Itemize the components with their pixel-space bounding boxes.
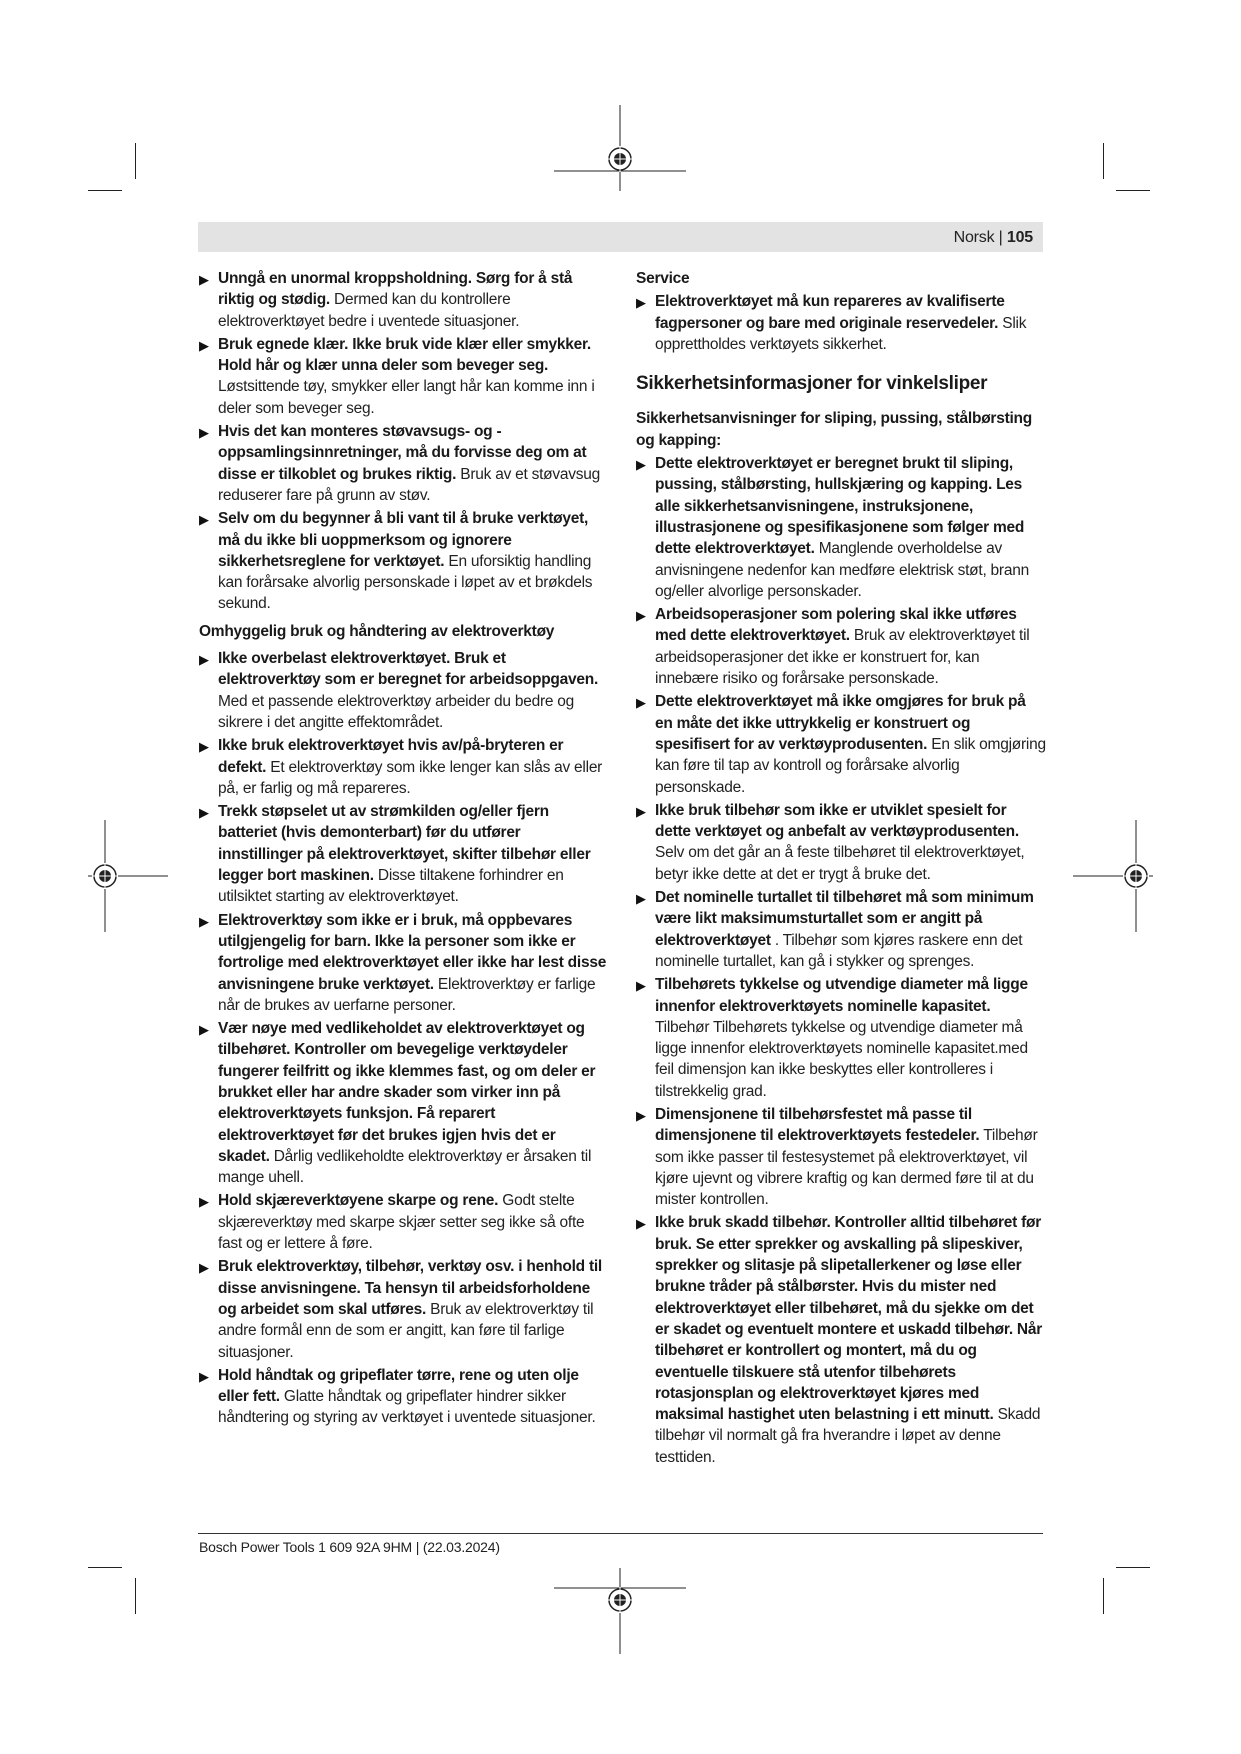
right-column <box>636 268 1046 1470</box>
item-body-text: Slik opprettholdes verktøyets sikkerhet. <box>655 314 1027 353</box>
bullet-triangle-icon: ▶ <box>199 337 209 353</box>
header-separator: | <box>998 229 1003 246</box>
list-item <box>199 508 609 614</box>
bullet-triangle-icon: ▶ <box>636 457 646 473</box>
list-item <box>199 1190 609 1254</box>
list-item <box>199 1256 609 1362</box>
item-body-text: En uforsiktig handling kan forårsake alvorlig personskade i løpet av et brøkdels sekund. <box>218 552 593 613</box>
item-body-text: Godt stelte skjæreverktøy med skarpe skjær setter seg ikke så ofte fast og er lettere å føre. <box>218 1192 585 1253</box>
item-body-text: Glatte håndtak og gripeflater hindrer sikker håndtering og styring av verktøyet i uventede situasjoner. <box>218 1388 596 1427</box>
list-item <box>199 801 609 907</box>
item-bold-text: Elektroverktøy som ikke er i bruk, må oppbevares utilgjengelig for barn. Ikke la personer som ikke er fortrolige med elektroverktøyet eller ikke har lest disse anvisningene bruke verktøyet. <box>218 911 607 993</box>
bullet-triangle-icon: ▶ <box>199 1260 209 1276</box>
list-item <box>199 421 609 506</box>
list-item <box>636 974 1046 1102</box>
item-bold-text: Bruk egnede klær. Ikke bruk vide klær eller smykker. Hold hår og klær unna deler som beveger seg. <box>218 335 591 375</box>
registration-mark-icon <box>554 1568 686 1654</box>
list-item <box>199 735 609 799</box>
item-body-text: Tilbehør Tilbehørets tykkelse og utvendige diameter må ligge innenfor elektroverktøyets nominelle kapasitet.med feil dimensjon kan ikke beskyttes eller kontrolleres i tilstrekkelig grad. <box>655 1018 1028 1100</box>
left-column <box>199 268 609 1431</box>
bullet-triangle-icon: ▶ <box>199 425 209 441</box>
list-item <box>636 887 1046 972</box>
bullet-triangle-icon: ▶ <box>636 695 646 711</box>
crop-mark <box>135 1578 136 1614</box>
list-item <box>636 1212 1046 1468</box>
item-bold-text: Ikke bruk elektroverktøyet hvis av/på-bryteren er defekt. <box>218 737 564 776</box>
list-item <box>199 1018 609 1188</box>
item-body-text: Skadd tilbehør vil normalt gå fra hverandre i løpet av denne testtiden. <box>655 1406 1041 1466</box>
item-bold-text: Arbeidsoperasjoner som polering skal ikke utføres med dette elektroverktøyet. <box>655 606 1017 645</box>
header-language: Norsk <box>953 229 995 246</box>
item-body-text: Løstsittende tøy, smykker eller langt hår kan komme inn i deler som beveger seg. <box>218 378 595 417</box>
crop-mark <box>88 1567 122 1568</box>
list-item <box>636 800 1046 885</box>
bullet-triangle-icon: ▶ <box>199 739 209 755</box>
item-bold-text: Trekk støpselet ut av strømkilden og/eller fjern batteriet (hvis demonterbart) før du utfører innstillinger på elektroverktøyet, skifter tilbehør eller legger bort maskinen. <box>218 803 591 885</box>
item-body-text: Selv om det går an å feste tilbehøret til elektroverktøyet, betyr ikke dette at det er trygt å bruke det. <box>655 844 1025 883</box>
page-number: 105 <box>1006 229 1033 246</box>
item-body-text: En slik omgjøring kan føre til tap av kontroll og forårsake alvorlig personskade. <box>655 735 1046 796</box>
list-item <box>199 648 609 733</box>
crop-mark <box>135 143 136 179</box>
item-bold-text: Dimensjonene til tilbehørsfestet må passe til dimensjonene til elektroverktøyets festedeler. <box>655 1105 980 1145</box>
item-bold-text: Tilbehørets tykkelse og utvendige diameter må ligge innenfor elektroverktøyets nominelle kapasitet. <box>655 976 1028 1015</box>
bullet-triangle-icon: ▶ <box>199 1368 209 1384</box>
bullet-triangle-icon: ▶ <box>636 978 646 994</box>
bullet-triangle-icon: ▶ <box>199 512 209 528</box>
list-item <box>199 1365 609 1429</box>
bullet-triangle-icon: ▶ <box>199 913 209 929</box>
item-bold-text: Det nominelle turtallet til tilbehøret må som minimum være likt maksimumsturtallet som er angitt på elektroverktøyet <box>655 889 1034 949</box>
item-bold-text: Ikke bruk skadd tilbehør. Kontroller alltid tilbehøret før bruk. Se etter sprekker og avskalling på slipeskiver, sprekker og slitasje på slipetallerkener og løse eller brukne tråder på stålbørster. Hvis du mister ned elektroverktøyet eller tilbehøret, må du sjekke om det er skadet og eventuelt montere et uskadd tilbehør. Når tilbehøret er kontrollert og montert, må du og eventuelle tilskuere stå utenfor tilbehørets rotasjonsplan og elektroverktøyet kjøres med maksimal hastighet uten belastning i ett minutt. <box>655 1214 1043 1424</box>
bullet-triangle-icon: ▶ <box>199 272 209 287</box>
item-bold-text: Unngå en unormal kroppsholdning. Sørg for å stå riktig og stødig. <box>218 270 573 309</box>
right-list <box>636 453 1046 1468</box>
item-body-text: Med et passende elektroverktøy arbeider du bedre og sikrere i det angitte effektområdet. <box>218 692 575 731</box>
list-item <box>199 910 609 1016</box>
list-item <box>636 453 1046 602</box>
item-body-text: Bruk av elektroverktøy til andre formål enn de som er angitt, kan føre til farlige situasjoner. <box>218 1300 594 1361</box>
bullet-triangle-icon: ▶ <box>636 295 646 311</box>
bullet-triangle-icon: ▶ <box>636 891 646 907</box>
registration-mark-icon <box>88 820 168 932</box>
item-body-text: Manglende overholdelse av anvisningene nedenfor kan medføre elektrisk støt, brann og/eller alvorlige personskader. <box>655 540 1029 600</box>
list-item <box>636 291 1046 355</box>
section-title: Sikkerhetsinformasjoner for vinkelsliper <box>636 373 988 395</box>
list-item <box>636 1104 1046 1210</box>
item-bold-text: Hvis det kan monteres støvavsugs- og -oppsamlingsinnretninger, må du forvisse deg om at disse er tilkoblet og brukes riktig. <box>218 423 587 483</box>
page-header <box>198 222 1043 252</box>
bullet-triangle-icon: ▶ <box>199 652 209 668</box>
registration-mark-icon <box>554 105 686 191</box>
header-text <box>954 229 1033 247</box>
item-bold-text: Ikke overbelast elektroverktøyet. Bruk et elektroverktøy som er beregnet for arbeidsoppgaven. <box>218 650 599 689</box>
item-body-text: Dermed kan du kontrollere elektroverktøyet bedre i uventede situasjoner. <box>218 291 520 330</box>
registration-mark-icon <box>1073 820 1153 932</box>
left-list-2 <box>199 648 609 1429</box>
footer-rule <box>198 1533 1043 1534</box>
list-item <box>199 334 609 419</box>
section-heading-careful-use: Omhyggelig bruk og håndtering av elektroverktøy <box>199 622 555 640</box>
item-bold-text: Dette elektroverktøyet er beregnet brukt til sliping, pussing, stålbørsting, hullskjæring og kapping. Les alle sikkerhetsanvisningene, instruksjonene, illustrasjonene og spesifikasjonene som følger med dette elektroverktøyet. <box>655 455 1025 558</box>
item-bold-text: Selv om du begynner å bli vant til å bruke verktøyet, må du ikke bli uoppmerksom og ignorere sikkerhetsreglene for verktøyet. <box>218 510 589 570</box>
bullet-triangle-icon: ▶ <box>199 805 209 821</box>
item-bold-text: Ikke bruk tilbehør som ikke er utviklet spesielt for dette verktøyet og anbefalt av verktøyprodusenten. <box>655 801 1019 841</box>
item-bold-text: Vær nøye med vedlikeholdet av elektroverktøyet og tilbehøret. Kontroller om bevegelige verktøydeler fungerer feilfritt og ikke klemmes fast, og om deler er brukket eller har andre skader som virker inn på elektroverktøyets funksjon. Få reparert elektroverktøyet før det brukes igjen hvis det er skadet. <box>218 1020 596 1165</box>
item-bold-text: Hold skjæreverktøyene skarpe og rene. <box>218 1192 499 1210</box>
left-list-1 <box>199 268 609 615</box>
list-item <box>636 604 1046 689</box>
footer-text: Bosch Power Tools 1 609 92A 9HM | (22.03.2024) <box>199 1539 500 1555</box>
section-heading-service: Service <box>636 270 690 287</box>
item-bold-text: Bruk elektroverktøy, tilbehør, verktøy osv. i henhold til disse anvisningene. Ta hensyn til arbeidsforholdene og arbeidet som skal utføres. <box>218 1258 602 1318</box>
item-body-text: Bruk av et støvavsug reduserer fare på grunn av støv. <box>218 465 600 504</box>
bullet-triangle-icon: ▶ <box>199 1022 209 1038</box>
item-body-text: . Tilbehør som kjøres raskere enn det nominelle turtallet, kan gå i stykker og sprenges. <box>655 931 1023 970</box>
item-body-text: Tilbehør som ikke passer til festesystemet på elektroverktøyet, vil kjøre ujevnt og vibrere kraftig og kan dermed føre til at du mister kontrollen. <box>655 1127 1038 1209</box>
list-item <box>199 268 609 332</box>
bullet-triangle-icon: ▶ <box>636 1216 646 1232</box>
item-body-text: Elektroverktøy er farlige når de brukes av uerfarne personer. <box>218 975 596 1014</box>
bullet-triangle-icon: ▶ <box>636 1107 646 1123</box>
crop-mark <box>1116 190 1150 191</box>
crop-mark <box>88 190 122 191</box>
bullet-triangle-icon: ▶ <box>636 608 646 624</box>
item-body-text: Dårlig vedlikeholdte elektroverktøy er årsaken til mange uhell. <box>218 1147 592 1187</box>
item-body-text: Disse tiltakene forhindrer en utilsiktet starting av elektroverktøyet. <box>218 867 564 906</box>
item-body-text: Et elektroverktøy som ikke lenger kan slås av eller på, er farlig og må repareres. <box>218 758 603 797</box>
service-list <box>636 291 1046 355</box>
item-bold-text: Dette elektroverktøyet må ikke omgjøres for bruk på en måte det ikke uttrykkelig er konstruert og spesifisert for av verktøyprodusenten. <box>655 693 1026 753</box>
list-item <box>636 691 1046 797</box>
bullet-triangle-icon: ▶ <box>199 1194 209 1210</box>
sub-heading: Sikkerhetsanvisninger for sliping, pussing, stålbørsting og kapping: <box>636 410 1032 449</box>
crop-mark <box>1103 143 1104 179</box>
item-bold-text: Elektroverktøyet må kun repareres av kvalifiserte fagpersoner og bare med originale reservedeler. <box>655 293 1005 332</box>
item-bold-text: Hold håndtak og gripeflater tørre, rene og uten olje eller fett. <box>218 1366 579 1406</box>
bullet-triangle-icon: ▶ <box>636 803 646 819</box>
item-body-text: Bruk av elektroverktøyet til arbeidsoperasjoner det ikke er konstruert for, kan innebære risiko og forårsake personskade. <box>655 627 1030 688</box>
crop-mark <box>1103 1578 1104 1614</box>
crop-mark <box>1116 1567 1150 1568</box>
